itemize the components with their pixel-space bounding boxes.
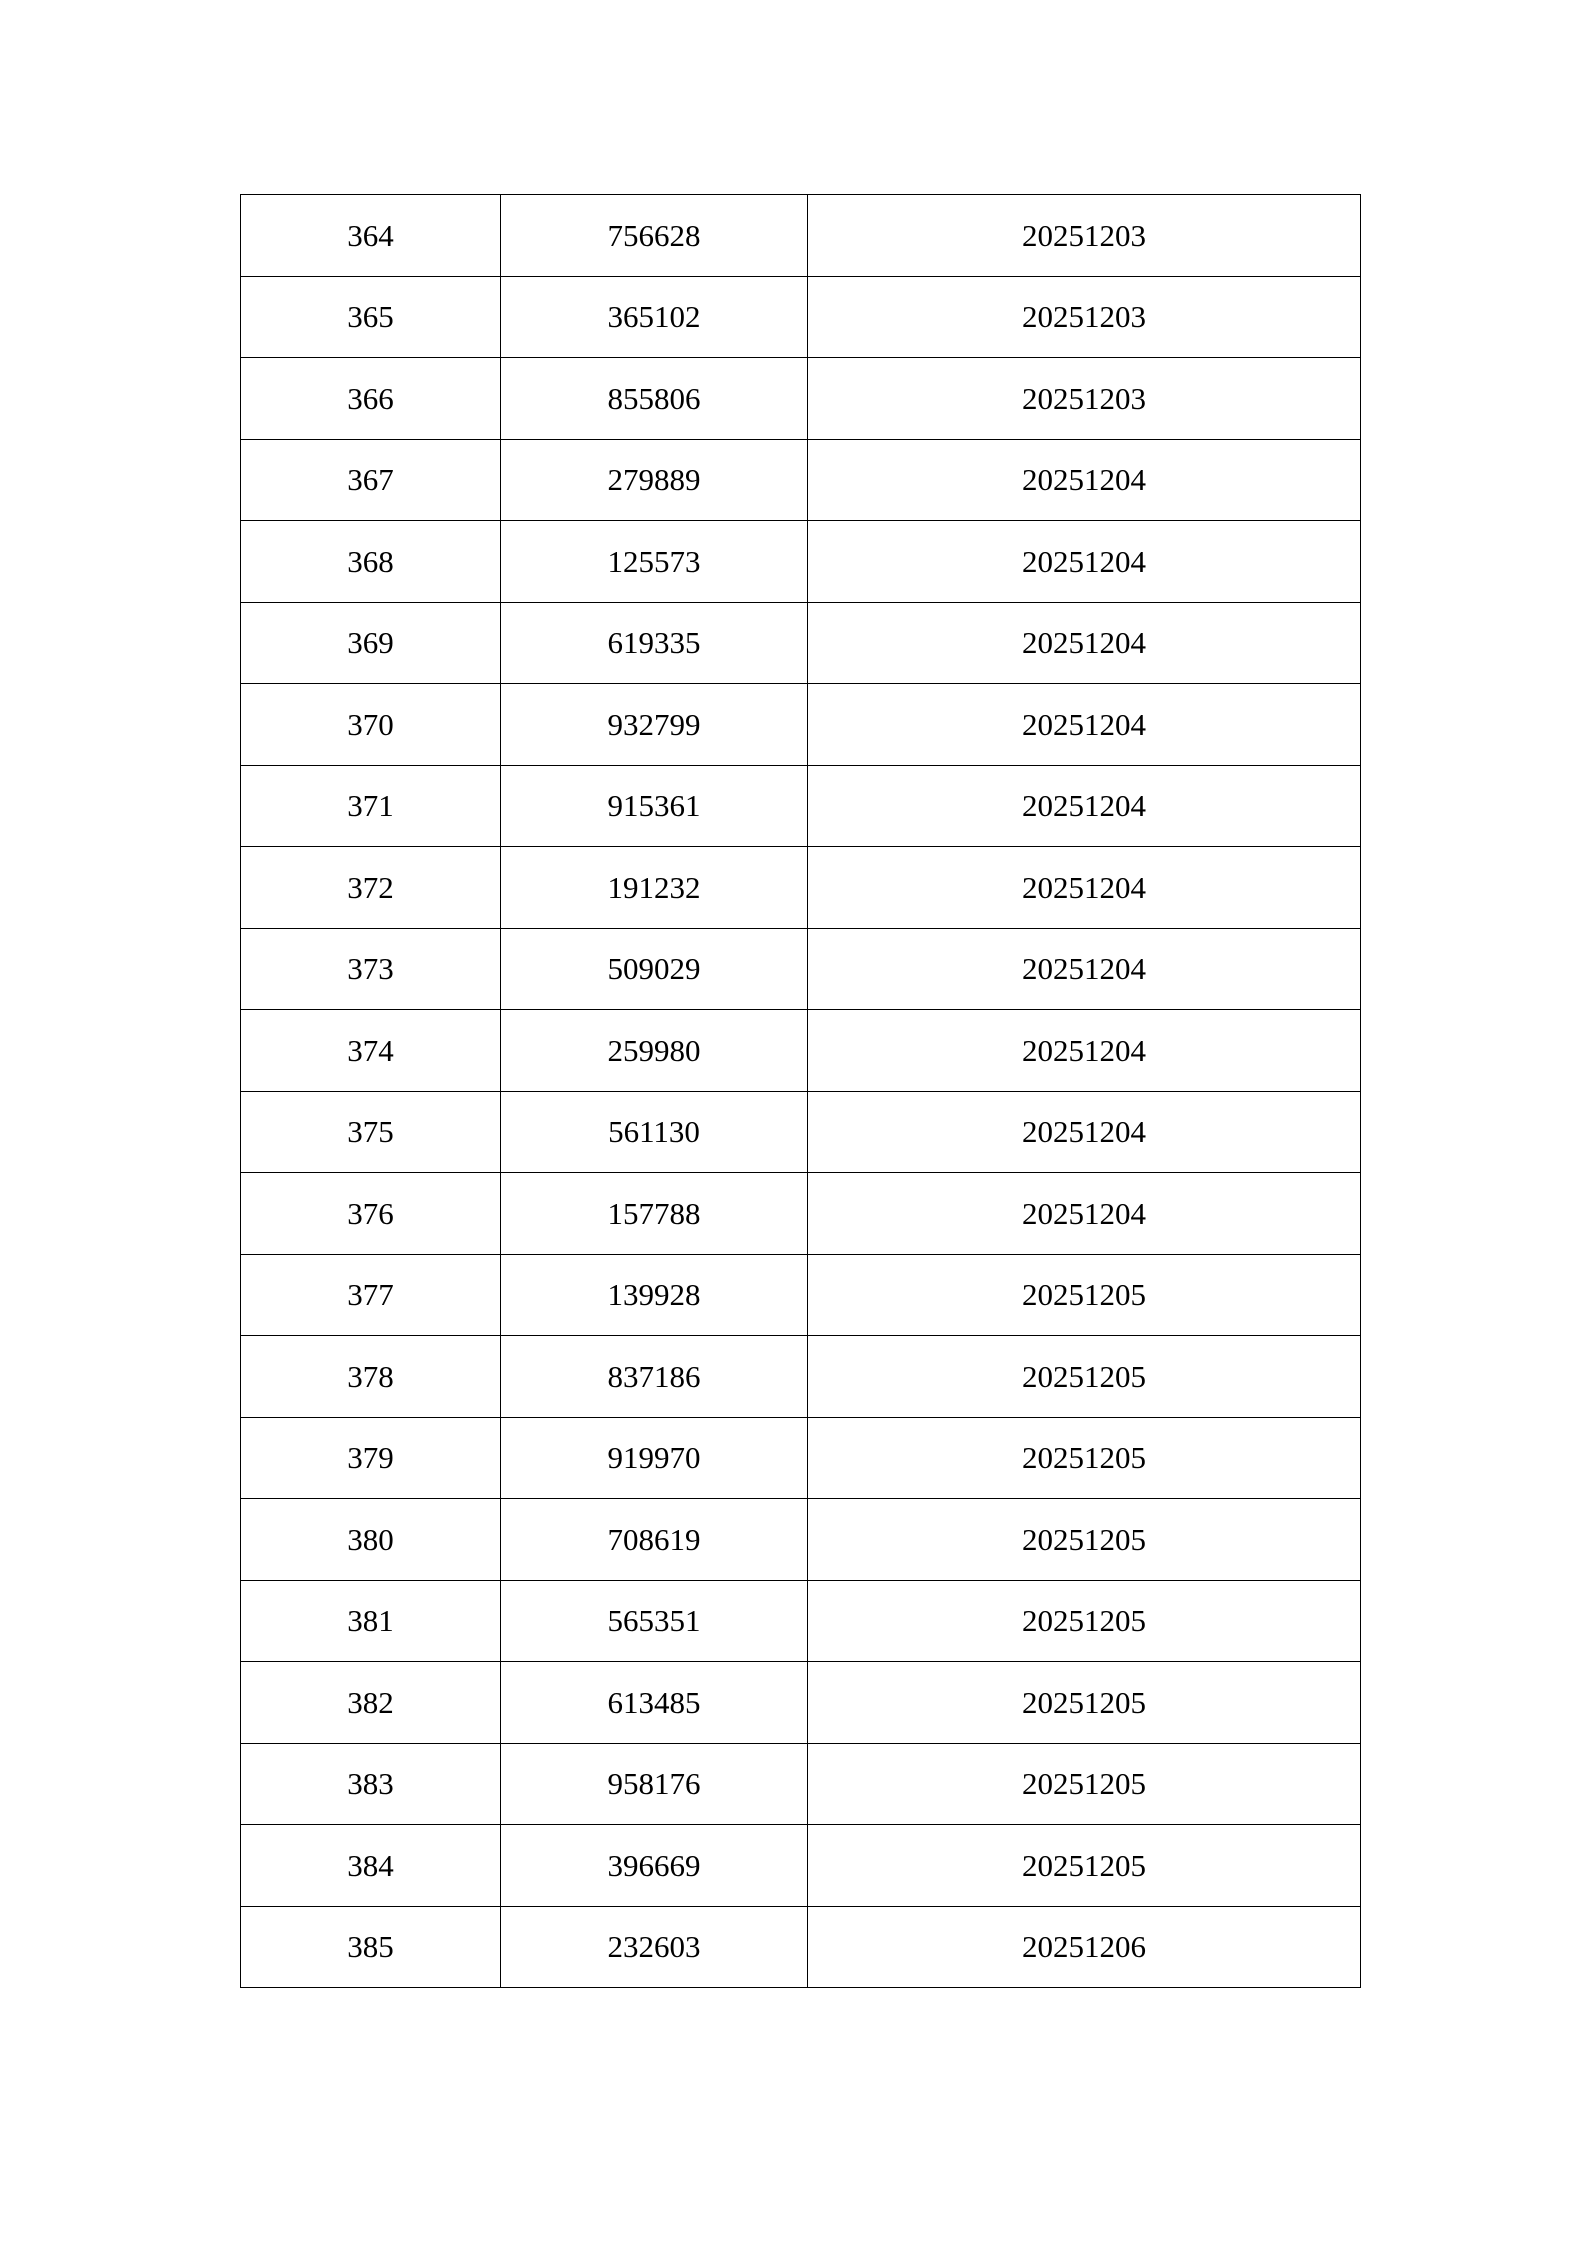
row-number-cell: 368 bbox=[241, 521, 501, 603]
data-table bbox=[240, 194, 1361, 1988]
table-row bbox=[241, 1254, 1361, 1336]
table-row bbox=[241, 521, 1361, 603]
table-row bbox=[241, 928, 1361, 1010]
code-cell: 565351 bbox=[501, 1580, 808, 1662]
table-row bbox=[241, 1010, 1361, 1092]
table-row bbox=[241, 1173, 1361, 1255]
date-cell: 20251206 bbox=[808, 1906, 1361, 1988]
date-cell: 20251204 bbox=[808, 928, 1361, 1010]
date-cell: 20251205 bbox=[808, 1417, 1361, 1499]
table-row bbox=[241, 1417, 1361, 1499]
row-number-cell: 380 bbox=[241, 1499, 501, 1581]
date-cell: 20251203 bbox=[808, 276, 1361, 358]
table-row bbox=[241, 276, 1361, 358]
row-number-cell: 365 bbox=[241, 276, 501, 358]
row-number-cell: 383 bbox=[241, 1743, 501, 1825]
code-cell: 191232 bbox=[501, 847, 808, 929]
date-cell: 20251205 bbox=[808, 1743, 1361, 1825]
row-number-cell: 378 bbox=[241, 1336, 501, 1418]
table-row bbox=[241, 1662, 1361, 1744]
table-body bbox=[241, 195, 1361, 1988]
code-cell: 919970 bbox=[501, 1417, 808, 1499]
date-cell: 20251203 bbox=[808, 195, 1361, 277]
date-cell: 20251204 bbox=[808, 1010, 1361, 1092]
date-cell: 20251204 bbox=[808, 521, 1361, 603]
row-number-cell: 364 bbox=[241, 195, 501, 277]
code-cell: 396669 bbox=[501, 1825, 808, 1907]
row-number-cell: 373 bbox=[241, 928, 501, 1010]
code-cell: 157788 bbox=[501, 1173, 808, 1255]
date-cell: 20251203 bbox=[808, 358, 1361, 440]
row-number-cell: 379 bbox=[241, 1417, 501, 1499]
table-row bbox=[241, 847, 1361, 929]
code-cell: 958176 bbox=[501, 1743, 808, 1825]
row-number-cell: 367 bbox=[241, 439, 501, 521]
row-number-cell: 377 bbox=[241, 1254, 501, 1336]
date-cell: 20251205 bbox=[808, 1254, 1361, 1336]
code-cell: 139928 bbox=[501, 1254, 808, 1336]
code-cell: 259980 bbox=[501, 1010, 808, 1092]
code-cell: 279889 bbox=[501, 439, 808, 521]
date-cell: 20251204 bbox=[808, 684, 1361, 766]
table-row bbox=[241, 358, 1361, 440]
row-number-cell: 374 bbox=[241, 1010, 501, 1092]
code-cell: 932799 bbox=[501, 684, 808, 766]
code-cell: 232603 bbox=[501, 1906, 808, 1988]
date-cell: 20251204 bbox=[808, 439, 1361, 521]
code-cell: 837186 bbox=[501, 1336, 808, 1418]
row-number-cell: 381 bbox=[241, 1580, 501, 1662]
table-row bbox=[241, 602, 1361, 684]
row-number-cell: 366 bbox=[241, 358, 501, 440]
date-cell: 20251205 bbox=[808, 1825, 1361, 1907]
table-row bbox=[241, 1743, 1361, 1825]
date-cell: 20251205 bbox=[808, 1580, 1361, 1662]
code-cell: 561130 bbox=[501, 1091, 808, 1173]
date-cell: 20251204 bbox=[808, 1091, 1361, 1173]
row-number-cell: 376 bbox=[241, 1173, 501, 1255]
table-row bbox=[241, 1906, 1361, 1988]
row-number-cell: 370 bbox=[241, 684, 501, 766]
table-row bbox=[241, 684, 1361, 766]
row-number-cell: 384 bbox=[241, 1825, 501, 1907]
table-row bbox=[241, 439, 1361, 521]
code-cell: 915361 bbox=[501, 765, 808, 847]
code-cell: 619335 bbox=[501, 602, 808, 684]
row-number-cell: 382 bbox=[241, 1662, 501, 1744]
table-row bbox=[241, 765, 1361, 847]
row-number-cell: 385 bbox=[241, 1906, 501, 1988]
table-row bbox=[241, 1336, 1361, 1418]
code-cell: 708619 bbox=[501, 1499, 808, 1581]
table-row bbox=[241, 1091, 1361, 1173]
table-row bbox=[241, 1580, 1361, 1662]
date-cell: 20251204 bbox=[808, 1173, 1361, 1255]
code-cell: 855806 bbox=[501, 358, 808, 440]
code-cell: 125573 bbox=[501, 521, 808, 603]
code-cell: 509029 bbox=[501, 928, 808, 1010]
row-number-cell: 375 bbox=[241, 1091, 501, 1173]
date-cell: 20251204 bbox=[808, 847, 1361, 929]
code-cell: 756628 bbox=[501, 195, 808, 277]
date-cell: 20251204 bbox=[808, 602, 1361, 684]
date-cell: 20251205 bbox=[808, 1499, 1361, 1581]
table-row bbox=[241, 195, 1361, 277]
table-row bbox=[241, 1825, 1361, 1907]
row-number-cell: 369 bbox=[241, 602, 501, 684]
row-number-cell: 371 bbox=[241, 765, 501, 847]
table-row bbox=[241, 1499, 1361, 1581]
date-cell: 20251205 bbox=[808, 1336, 1361, 1418]
date-cell: 20251205 bbox=[808, 1662, 1361, 1744]
code-cell: 613485 bbox=[501, 1662, 808, 1744]
date-cell: 20251204 bbox=[808, 765, 1361, 847]
row-number-cell: 372 bbox=[241, 847, 501, 929]
code-cell: 365102 bbox=[501, 276, 808, 358]
